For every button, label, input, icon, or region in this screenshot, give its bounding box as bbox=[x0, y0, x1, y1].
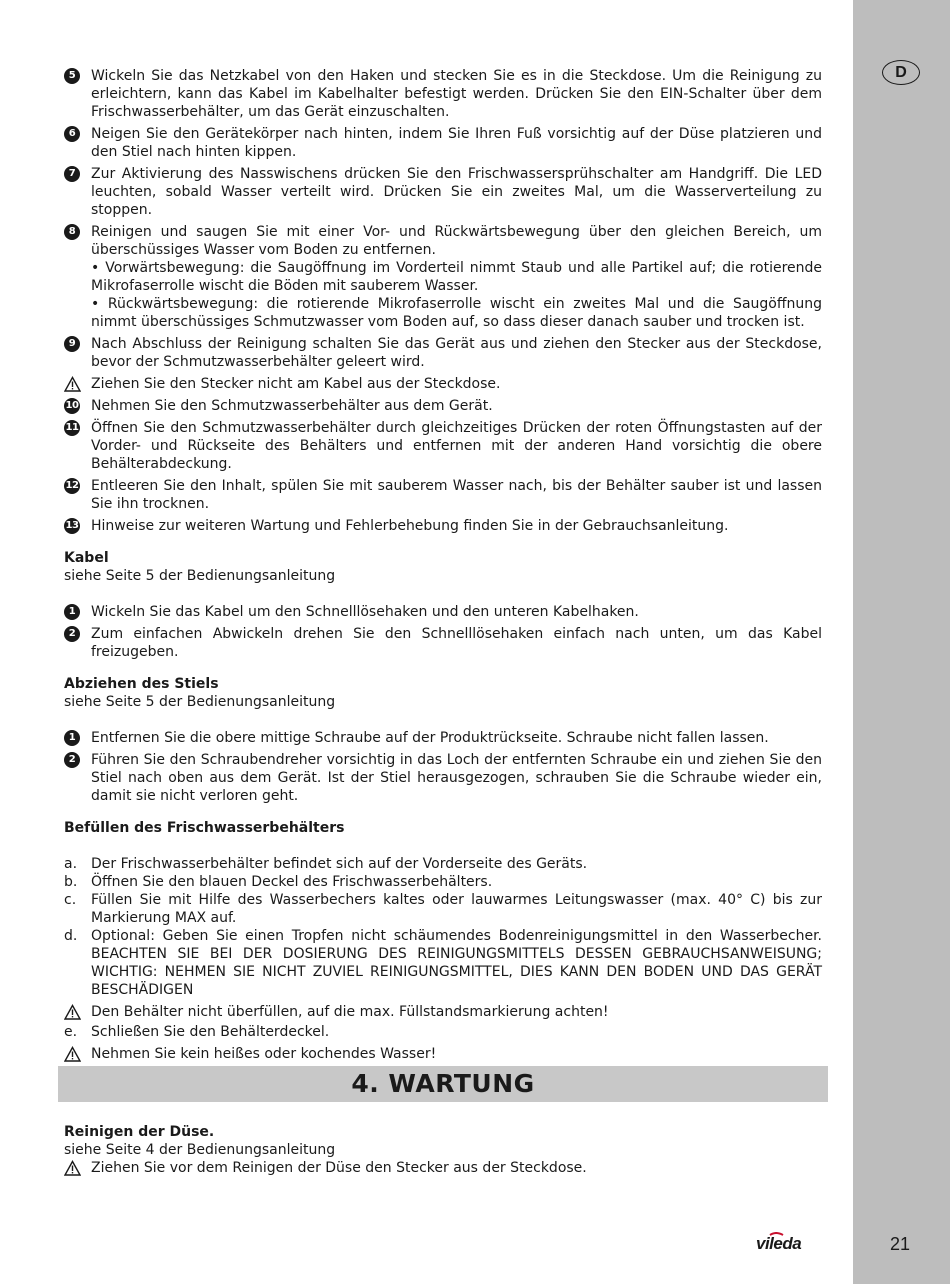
warning-text: Den Behälter nicht überfüllen, auf die max. Füllstandsmarkierung achten! bbox=[91, 1004, 609, 1020]
step-number-badge: 8 bbox=[64, 224, 80, 240]
step-13 bbox=[64, 517, 822, 535]
step-number-badge: 1 bbox=[64, 604, 80, 620]
section-heading-befuellen: Befüllen des Frischwasserbehälters bbox=[64, 820, 345, 836]
step-number-badge: 7 bbox=[64, 166, 80, 182]
step-text: Zur Aktivierung des Nasswischens drücken Sie den Frischwassersprühschalter am Handgriff. Die LED leuchten, sobald Wasser verteilt wird. Drücken Sie ein zweites Mal, um die Wasserverteilung zu stoppen. bbox=[91, 166, 822, 218]
warning-triangle-icon bbox=[64, 1046, 81, 1062]
section-reference: siehe Seite 5 der Bedienungsanleitung bbox=[64, 694, 336, 710]
warning-text: Ziehen Sie vor dem Reinigen der Düse den Stecker aus der Steckdose. bbox=[91, 1160, 587, 1176]
section-heading-kabel: Kabel bbox=[64, 550, 109, 566]
fill-item-e bbox=[64, 1023, 822, 1041]
step-text: Hinweise zur weiteren Wartung und Fehlerbehebung finden Sie in der Gebrauchsanleitung. bbox=[91, 518, 729, 534]
svg-text:vileda: vileda bbox=[756, 1234, 802, 1253]
step-text: Öffnen Sie den Schmutzwasserbehälter durch gleichzeitiges Drücken der roten Öffnungstasten auf der Vorder- und Rückseite des Behälters und entfernen mit der anderen Hand vorsichtig die obere Behälterabdeckung. bbox=[91, 420, 822, 472]
section-heading-duese: Reinigen der Düse. bbox=[64, 1124, 215, 1140]
step-text: Führen Sie den Schraubendreher vorsichtig in das Loch der entfernten Schraube ein und ziehen Sie den Stiel nach oben aus dem Gerät. Ist der Stiel herausgezogen, schrauben Sie die Schraube wieder ein, damit sie nicht verloren geht. bbox=[91, 752, 822, 804]
step-number-badge: 11 bbox=[64, 420, 80, 436]
stiel-step-2 bbox=[64, 751, 822, 805]
maintenance-content bbox=[64, 1123, 822, 1181]
step-number-badge: 6 bbox=[64, 126, 80, 142]
step-text: Reinigen und saugen Sie mit einer Vor- und Rückwärtsbewegung über den gleichen Bereich, um überschüssiges Wasser vom Boden zu entfernen. bbox=[91, 224, 822, 258]
step-text: Zum einfachen Abwickeln drehen Sie den Schnelllösehaken einfach nach unten, um das Kabel freizugeben. bbox=[91, 626, 822, 660]
fill-warning-overfill bbox=[64, 1003, 822, 1021]
step-subpoint-backward: • Rückwärtsbewegung: die rotierende Mikrofaserrolle wischt ein zweites Mal und die Saugöffnung nimmt überschüssiges Schmutzwasser vom Boden auf, so dass dieser danach sauber und trocken ist. bbox=[91, 296, 822, 330]
language-badge: D bbox=[882, 60, 920, 85]
list-text: Optional: Geben Sie einen Tropfen nicht schäumendes Bodenreinigungsmittel in den Wasserbecher. BEACHTEN SIE BEI DER DOSIERUNG DES REINIGUNGSMITTELS DESSEN GEBRAUCHSANWEISUNG; WICHTIG: NEHMEN SIE NICHT ZUVIEL REINIGUNGSMITTEL, DIES KANN DEN BODEN UND DAS GERÄT BESCHÄDIGEN bbox=[91, 928, 822, 998]
duese-warning bbox=[64, 1159, 822, 1177]
step-text: Neigen Sie den Gerätekörper nach hinten, indem Sie Ihren Fuß vorsichtig auf der Düse platzieren und den Stiel nach hinten kippen. bbox=[91, 126, 822, 160]
fill-item-d bbox=[64, 927, 822, 999]
section-reference: siehe Seite 5 der Bedienungsanleitung bbox=[64, 568, 336, 584]
step-6 bbox=[64, 125, 822, 161]
section-heading-stiel: Abziehen des Stiels bbox=[64, 676, 219, 692]
step-5 bbox=[64, 67, 822, 121]
step-7 bbox=[64, 165, 822, 219]
list-letter: a. bbox=[64, 856, 78, 872]
warning-triangle-icon bbox=[64, 1160, 81, 1176]
list-letter: b. bbox=[64, 874, 78, 890]
step-text: Entfernen Sie die obere mittige Schraube auf der Produktrückseite. Schraube nicht fallen lassen. bbox=[91, 730, 769, 746]
step-number-badge: 5 bbox=[64, 68, 80, 84]
list-text: Der Frischwasserbehälter befindet sich auf der Vorderseite des Geräts. bbox=[91, 856, 588, 872]
main-content bbox=[64, 67, 822, 1067]
step-text: Wickeln Sie das Kabel um den Schnelllösehaken und den unteren Kabelhaken. bbox=[91, 604, 639, 620]
list-text: Füllen Sie mit Hilfe des Wasserbechers kaltes oder lauwarmes Leitungswasser (max. 40° C) bis zur Markierung MAX auf. bbox=[91, 892, 822, 926]
step-text: Entleeren Sie den Inhalt, spülen Sie mit sauberem Wasser nach, bis der Behälter sauber ist und lassen Sie ihn trocknen. bbox=[91, 478, 822, 512]
step-8 bbox=[64, 223, 822, 331]
fill-item-a bbox=[64, 855, 822, 873]
step-number-badge: 2 bbox=[64, 626, 80, 642]
step-number-badge: 10 bbox=[64, 398, 80, 414]
fill-item-c bbox=[64, 891, 822, 927]
step-number-badge: 2 bbox=[64, 752, 80, 768]
warning-note bbox=[64, 375, 822, 393]
vileda-logo bbox=[756, 1232, 824, 1254]
step-text: Nehmen Sie den Schmutzwasserbehälter aus dem Gerät. bbox=[91, 398, 493, 414]
warning-text: Nehmen Sie kein heißes oder kochendes Wasser! bbox=[91, 1046, 437, 1062]
step-text: Nach Abschluss der Reinigung schalten Sie das Gerät aus und ziehen den Stecker aus der Steckdose, bevor der Schmutzwasserbehälter geleert wird. bbox=[91, 336, 822, 370]
warning-triangle-icon bbox=[64, 1004, 81, 1020]
list-letter: e. bbox=[64, 1024, 78, 1040]
step-11 bbox=[64, 419, 822, 473]
step-subpoint-forward: • Vorwärtsbewegung: die Saugöffnung im Vorderteil nimmt Staub und alle Partikel auf; die rotierende Mikrofaserrolle wischt die Böden mit sauberem Wasser. bbox=[91, 260, 822, 294]
warning-text: Ziehen Sie den Stecker nicht am Kabel aus der Steckdose. bbox=[91, 376, 501, 392]
step-12 bbox=[64, 477, 822, 513]
step-number-badge: 13 bbox=[64, 518, 80, 534]
step-10 bbox=[64, 397, 822, 415]
stiel-step-1 bbox=[64, 729, 822, 747]
list-letter: c. bbox=[64, 892, 77, 908]
fill-warning-hot-water bbox=[64, 1045, 822, 1063]
step-9 bbox=[64, 335, 822, 371]
list-text: Öffnen Sie den blauen Deckel des Frischwasserbehälters. bbox=[91, 874, 493, 890]
step-number-badge: 9 bbox=[64, 336, 80, 352]
page-number: 21 bbox=[889, 1234, 911, 1254]
warning-triangle-icon bbox=[64, 376, 81, 392]
section-reference: siehe Seite 4 der Bedienungsanleitung bbox=[64, 1142, 336, 1158]
kabel-step-1 bbox=[64, 603, 822, 621]
step-number-badge: 12 bbox=[64, 478, 80, 494]
list-letter: d. bbox=[64, 928, 78, 944]
kabel-step-2 bbox=[64, 625, 822, 661]
step-number-badge: 1 bbox=[64, 730, 80, 746]
section-banner-wartung: 4. WARTUNG bbox=[58, 1066, 828, 1102]
side-margin-bar bbox=[853, 0, 950, 1284]
fill-item-b bbox=[64, 873, 822, 891]
step-text: Wickeln Sie das Netzkabel von den Haken und stecken Sie es in die Steckdose. Um die Reinigung zu erleichtern, kann das Kabel im Kabelhalter befestigt werden. Drücken Sie den EIN-Schalter über dem Frischwasserbehälter, um das Gerät einzuschalten. bbox=[91, 68, 822, 120]
list-text: Schließen Sie den Behälterdeckel. bbox=[91, 1024, 330, 1040]
